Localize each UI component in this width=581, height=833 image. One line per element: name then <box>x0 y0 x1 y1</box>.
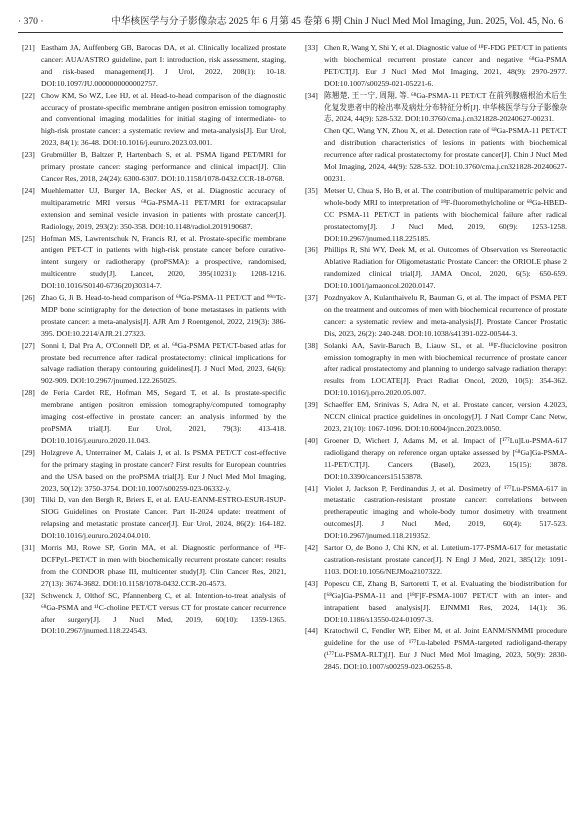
reference-entry <box>305 435 567 483</box>
reference-text: Solanki AA, Savir-Baruch B, Liauw SL, et al. ¹⁸F-fluciclovine positron emission tomography in men with biochemical recurrence of prostate cancer after radical prostatectomy and planning to undergo salvage radiation therapy: results from LOCATE[J]. Pract Radiat Oncol, 2020, 10(5): 354-362. DOI:10.1016/j.prro.2020.05.007. <box>324 340 567 398</box>
reference-number: [22] <box>22 90 35 100</box>
reference-text: Hofman MS, Lawrentschuk N, Francis RJ, et al. Prostate-specific membrane antigen PET-CT in patients with high-risk prostate cancer before curative-intent surgery or radiotherapy (proPSMA): a prospective, randomised, multicentre study[J]. Lancet, 2020, 395(10231): 1208-1216. DOI:10.1016/S0140-6736(20)30314-7. <box>41 233 286 291</box>
reference-number: [26] <box>22 293 35 303</box>
reference-text: Pozdnyakov A, Kulanthaivelu R, Bauman G, et al. The impact of PSMA PET on the treatment and outcomes of men with biochemical recurrence of prostate cancer: a systematic review and meta-analysis[J]. Prostate Cancer Prostatic Dis, 2023, 26(2): 240-248. DOI:10.1038/s41391-022-00544-3. <box>324 293 567 338</box>
reference-text: Tilki D, van den Bergh R, Briers E, et al. EAU-EANM-ESTRO-ESUR-ISUP-SIOG Guidelines on Prostate Cancer. Part II-2024 update: treatment of relapsing and metastatic prostate cancer[J]. Eur Urol, 2024, 86(2): 164-182. DOI:10.1016/j.eururo.2024.04.010. <box>41 495 286 541</box>
reference-number: [37] <box>305 293 318 303</box>
reference-entry <box>305 244 567 292</box>
reference-text: Eastham JA, Auffenberg GB, Barocas DA, et al. Clinically localized prostate cancer: AUA/ASTRO guideline, part I: introduction, risk assessment, staging, and risk-based management[J]. J Urol, 2022, 208(1): 10-18. DOI:10.1097/JU.0000000000002757. <box>41 43 286 88</box>
reference-number: [27] <box>22 340 35 350</box>
reference-number: [34] <box>305 90 318 100</box>
reference-number: [40] <box>305 435 318 445</box>
reference-number: [35] <box>305 185 318 195</box>
reference-entry <box>22 542 286 590</box>
reference-text: Popescu CE, Zhang B, Sartoretti T, et al. Evaluating the biodistribution for [⁶⁸Ga]Ga-PSMA-11 and [¹⁸F]F-PSMA-1007 PET/CT with an inter- and intrapatient based analysis[J]. EJNMMI Res, 2024, 14(1): 36. DOI:10.1186/s13550-024-01097-3. <box>324 578 567 624</box>
reference-text: Holzgreve A, Unterrainer M, Calais J, et al. Is PSMA PET/CT cost-effective for the primary staging in prostate cancer? First results for European countries and the USA based on the proPSMA trial[J]. Eur J Nucl Med Mol Imaging, 2023, 50(12): 3750-3754. DOI:10.1007/s00259-023-06332-y. <box>41 447 286 493</box>
reference-number: [24] <box>22 185 35 195</box>
reference-entry <box>22 42 286 90</box>
reference-entry <box>305 340 567 400</box>
reference-entry <box>22 233 286 293</box>
reference-text: Kratochwil C, Fendler WP, Eiber M, et al. Joint EANM/SNMMI procedure guideline for the use of ¹⁷⁷Lu-labeled PSMA-targeted radioligand-therapy (¹⁷⁷Lu-PSMA-RLT)[J]. Eur J Nucl Med Mol Imaging, 2023, 50(9): 2830-2845. DOI:10.1007/s00259-023-06255-8. <box>324 626 567 672</box>
reference-entry <box>305 185 567 245</box>
reference-entry <box>305 42 567 90</box>
reference-text: Violet J, Jackson P, Ferdinandus J, et al. Dosimetry of ¹⁷⁷Lu-PSMA-617 in metastatic castration-resistant prostate cancer: correlations between pretherapeutic imaging and whole-body tumor dosimetry with treatment outcomes[J]. J Nucl Med, 2019, 60(4): 517-523. DOI:10.2967/jnumed.118.219352. <box>324 483 567 541</box>
reference-entry <box>305 90 567 126</box>
reference-number: [44] <box>305 626 318 636</box>
reference-text: Sartor O, de Bono J, Chi KN, et al. Lutetium-177-PSMA-617 for metastatic castration-resistant prostate cancer[J]. N Engl J Med, 2021, 385(12): 1091-1103. DOI:10.1056/NEJMoa2107322. <box>324 543 567 576</box>
reference-text: Schwenck J, Olthof SC, Pfannenberg C, et al. Intention-to-treat analysis of ⁶⁸Ga-PSMA and ¹¹C-choline PET/CT versus CT for prostate cancer recurrence after surgery[J]. J Nucl Med, 2019, 60(10): 1359-1365. DOI:10.2967/jnumed.118.224543. <box>41 590 286 636</box>
reference-text: Phillips R, Shi WY, Deek M, et al. Outcomes of Observation vs Stereotactic Ablative Radiation for Oligometastatic Prostate Cancer: the ORIOLE phase 2 randomized clinical trial[J]. JAMA Oncol, 2020, 6(5): 650-659. DOI:10.1001/jamaoncol.2020.0147. <box>324 245 567 291</box>
reference-number: [29] <box>22 447 35 457</box>
reference-number: [39] <box>305 400 318 410</box>
reference-text: Metser U, Chua S, Ho B, et al. The contribution of multiparametric pelvic and whole-body MRI to interpretation of ¹⁸F-fluoromethylcholine or ⁶⁸Ga-HBED-CC PSMA-11 PET/CT in patients with biochemical failure after radical prostatectomy[J]. J Nucl Med, 2019, 60(9): 1253-1258. DOI:10.2967/jnumed.118.225185. <box>324 185 567 243</box>
reference-number: [21] <box>22 43 35 52</box>
reference-column-left <box>22 42 286 637</box>
reference-entry <box>305 578 567 626</box>
reference-number: [42] <box>305 543 318 553</box>
reference-entry <box>22 185 286 233</box>
reference-number: [36] <box>305 245 318 255</box>
reference-text: Chow KM, So WZ, Lee HJ, et al. Head-to-head comparison of the diagnostic accuracy of prostate-specific membrane antigen positron emission tomography and conventional imaging modalities for initial staging of intermediate- to high-risk prostate cancer: a systematic review and meta-analysis[J]. Eur Urol, 2023, 84(1): 36-48. DOI:10.1016/j.eururo.2023.03.001. <box>41 90 286 148</box>
page-number: · 370 · <box>18 16 44 27</box>
reference-number: [31] <box>22 543 35 553</box>
reference-entry <box>22 494 286 542</box>
reference-text: Morris MJ, Rowe SP, Gorin MA, et al. Diagnostic performance of ¹⁸F-DCFPyL-PET/CT in men with biochemically recurrent prostate cancer: results from the CONDOR phase III, multicenter study[J]. Clin Cancer Res, 2021, 27(13): 3674-3682. DOI:10.1158/1078-0432.CCR-20-4573. <box>41 543 286 588</box>
reference-entry <box>305 483 567 543</box>
reference-entry <box>305 399 567 435</box>
reference-text: Sonni I, Dal Pra A, O'Connell DP, et al. ⁶⁸Ga-PSMA PET/CT-based atlas for prostate bed recurrence after radical prostatectomy: clinical implications for salvage radiation therapy contouring guidelines[J]. J Nucl Med, 2023, 64(6): 902-909. DOI:10.2967/jnumed.122.265025. <box>41 340 286 386</box>
reference-text: de Feria Cardet RE, Hofman MS, Segard T, et al. Is prostate-specific membrane antigen positron emission tomography/computed tomography imaging cost-effective in prostate cancer: an analysis informed by the proPSMA trial[J]. Eur Urol, 2021, 79(3): 413-418. DOI:10.1016/j.eururo.2020.11.043. <box>41 388 286 445</box>
reference-text: Schaeffer EM, Srinivas S, Adra N, et al. Prostate cancer, version 4.2023, NCCN clinical practice guidelines in oncology[J]. J Natl Compr Canc Netw, 2023, 21(10): 1067-1096. DOI:10.6004/jnccn.2023.0050. <box>324 400 567 433</box>
reference-entry <box>305 292 567 340</box>
reference-number: [25] <box>22 233 35 243</box>
reference-entry <box>22 387 286 447</box>
reference-text: Groener D, Wichert J, Adams M, et al. Impact of [¹⁷⁷Lu]Lu-PSMA-617 radioligand therapy on reference organ uptake assessed by [⁶⁸Ga]Ga-PSMA-11-PET/CT[J]. Cancers (Basel), 2023, 15(15): 3878. DOI:10.3390/cancers15153878. <box>324 435 567 481</box>
journal-running-title: 中华核医学与分子影像杂志 2025 年 6 月第 45 卷第 6 期 Chin J Nucl Med Mol Imaging, Jun. 2025, Vol. 45, No. 6 <box>111 16 563 27</box>
reference-text: Muehlematter UJ, Burger IA, Becker AS, et al. Diagnostic accuracy of multiparametric MRI versus ⁶⁸Ga-PSMA-11 PET/MRI for extracapsular extension and seminal vesicle invasion in patients with prostate cancer[J]. Radiology, 2019, 293(2): 350-358. DOI:10.1148/radiol.2019190687. <box>41 185 286 231</box>
reference-entry <box>22 90 286 150</box>
reference-number: [28] <box>22 388 35 398</box>
header-rule <box>18 32 563 33</box>
reference-entry-translation <box>305 125 567 185</box>
reference-entry <box>305 625 567 673</box>
reference-number: [33] <box>305 43 318 52</box>
reference-column-right <box>305 42 567 673</box>
reference-text: Chen QC, Wang YN, Zhou X, et al. Detection rate of ⁶⁸Ga-PSMA-11 PET/CT and distribution characteristics of lesions in patients with biochemical recurrence after radical prostatectomy for prostate cancer[J]. Chin J Nucl Med Mol Imaging, 2024, 44(9): 528-532. DOI:10.3760/cma.j.cn321828-20240627-00231. <box>324 126 567 183</box>
reference-entry <box>22 590 286 638</box>
reference-number: [41] <box>305 483 318 493</box>
reference-number: [43] <box>305 578 318 588</box>
reference-entry <box>22 149 286 185</box>
reference-number: [38] <box>305 340 318 350</box>
reference-text: Chen R, Wang Y, Shi Y, et al. Diagnostic value of ¹⁸F-FDG PET/CT in patients with biochemical recurrent prostate cancer and negative ⁶⁸Ga-PSMA PET/CT[J]. Eur J Nucl Med Mol Imaging, 2021, 48(9): 2970-2977. DOI:10.1007/s00259-021-05221-6. <box>324 43 567 88</box>
reference-text: Zhao G, Ji B. Head-to-head comparison of ⁶⁸Ga-PSMA-11 PET/CT and ⁹⁹ᵐTc-MDP bone scintigraphy for the detection of bone metastases in patients with prostate cancer: a meta-analysis[J]. AJR Am J Roentgenol, 2022, 219(3): 386-395. DOI:10.2214/AJR.21.27323. <box>41 293 286 338</box>
reference-number: [30] <box>22 495 35 505</box>
reference-number: [32] <box>22 590 35 600</box>
page-header <box>18 14 563 30</box>
reference-entry <box>22 340 286 388</box>
reference-text: 陈翘楚, 王一宁, 周翔, 等. ⁶⁸Ga-PSMA-11 PET/CT 在前列腺癌根治术后生化复发患者中的检出率及病灶分布特征分析[J]. 中华核医学与分子影像杂志, 2024, 44(9): 528-532. DOI:10.3760/cma.j.cn321828-20240627-00231. <box>324 90 567 124</box>
reference-entry <box>22 447 286 495</box>
reference-text: Grubmüller B, Baltzer P, Hartenbach S, et al. PSMA ligand PET/MRI for primary prostate cancer: staging performance and clinical impact[J]. Clin Cancer Res, 2018, 24(24): 6300-6307. DOI:10.1158/1078-0432.CCR-18-0768. <box>41 150 286 183</box>
reference-entry <box>22 292 286 340</box>
reference-entry <box>305 542 567 578</box>
reference-number: [23] <box>22 150 35 160</box>
